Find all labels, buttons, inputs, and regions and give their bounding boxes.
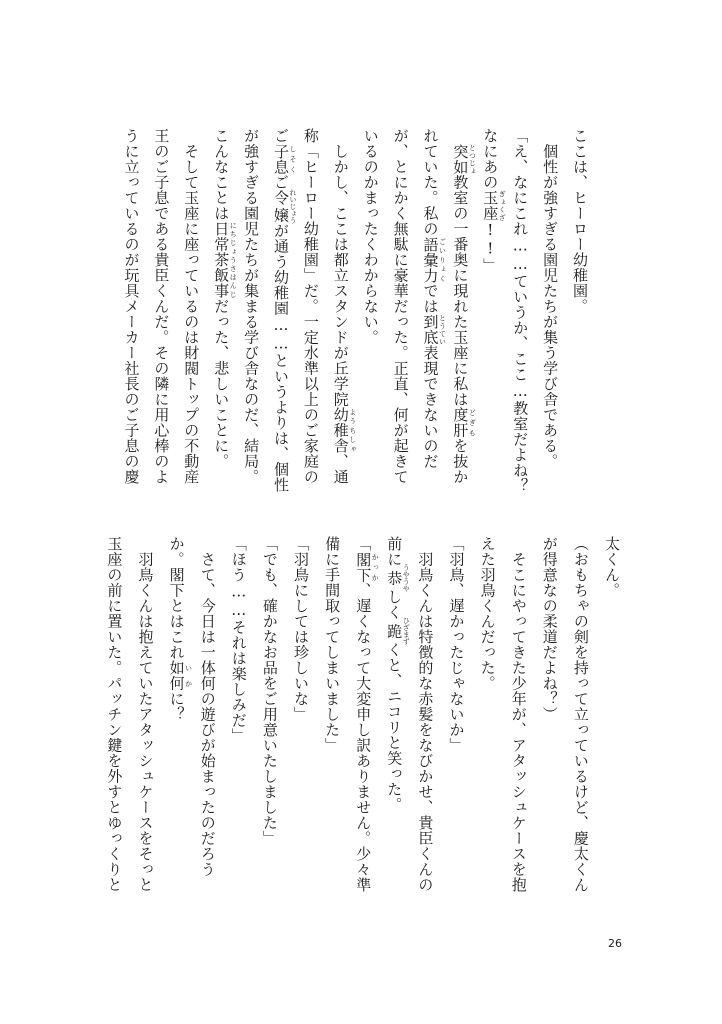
text-segment: なにあの xyxy=(481,128,500,190)
text-segment: うに立っているのが玩具メーカー社長のご子息の慶 xyxy=(122,128,141,485)
text-line xyxy=(481,128,506,274)
ruby-base: 跪 xyxy=(385,617,404,645)
text-line xyxy=(212,128,237,469)
ruby-word xyxy=(354,551,380,583)
text-segment: えた羽鳥くんだった。 xyxy=(478,536,497,691)
ruby-base: 語彙力 xyxy=(421,236,440,283)
text-segment: だった、悲しいことに。 xyxy=(212,298,231,469)
text-segment: 教室の一番奥に現れた玉座に私は xyxy=(451,174,470,407)
text-line xyxy=(451,128,476,485)
text-line xyxy=(479,536,497,691)
text-segment: に？ xyxy=(167,691,186,722)
text-segment: ご xyxy=(272,174,290,190)
ruby-word xyxy=(385,564,411,592)
text-segment: 「でも、確かなお品をご用意いたしました」 xyxy=(260,536,279,846)
text-line xyxy=(323,536,341,753)
text-line xyxy=(571,128,589,314)
text-segment: 王のご子息である貴臣くんだ。その隣に用心棒のよ xyxy=(152,128,171,485)
ruby-base: 度肝 xyxy=(451,407,470,438)
text-line xyxy=(603,536,621,598)
text-segment: ご xyxy=(272,128,290,144)
text-segment: 「ほう……それは楽しみだ」 xyxy=(229,536,248,744)
ruby-reading: いか xyxy=(184,660,193,691)
text-segment: くと、ニコリと笑った。 xyxy=(385,642,404,813)
text-segment: が得意なの柔道だよね？） xyxy=(540,536,559,722)
text-segment: れていた。私の xyxy=(421,128,440,237)
text-segment: が通う幼稚園……というよりは、個性 xyxy=(272,223,290,493)
text-segment: 、通 xyxy=(331,453,350,485)
ruby-base: 日常茶飯事 xyxy=(212,221,231,299)
text-line xyxy=(541,536,559,722)
text-segment: 太くん。 xyxy=(603,536,621,598)
text-segment: が強すぎる園児たちが集まる学び舎なのだ、結局。 xyxy=(242,128,261,485)
text-line xyxy=(541,128,559,469)
text-segment: 羽鳥くんは抱えていたアタッシュケースをそっと xyxy=(136,536,155,893)
ruby-base: 令嬢 xyxy=(272,189,290,224)
text-segment: 、遅くなって大変申し訳ありません。少々準 xyxy=(354,582,373,893)
text-line xyxy=(182,128,200,485)
text-line xyxy=(199,536,217,877)
text-segment: 表現できないのだ xyxy=(421,345,440,469)
text-line xyxy=(242,128,260,485)
ruby-reading: しそく xyxy=(289,143,297,175)
text-segment: 「羽鳥、遅かったじゃないか」 xyxy=(447,536,466,753)
page-number: 26 xyxy=(608,937,622,950)
ruby-base: 幼稚舎 xyxy=(331,407,350,454)
text-line xyxy=(332,128,357,485)
ruby-base: 子息 xyxy=(272,143,290,175)
ruby-word xyxy=(451,143,477,175)
ruby-reading: うやうや xyxy=(402,564,411,592)
text-segment: （おもちゃの剣を持って立っているけど、慶太くん xyxy=(571,536,590,893)
text-line xyxy=(354,536,379,893)
text-segment: 個性が強すぎる園児たちが集う学び舎である。 xyxy=(541,128,560,469)
text-segment: さて、今日は一体何の遊びが始まったのだろう xyxy=(198,536,217,877)
ruby-base: 閣下 xyxy=(354,551,373,583)
text-segment: そこにやってきた少年が、アタッシュケースを抱 xyxy=(509,536,528,893)
text-line xyxy=(392,128,410,485)
text-line xyxy=(511,128,529,494)
ruby-reading: ようちしゃ xyxy=(348,407,357,454)
text-segment: ここは、ヒーロー幼稚園。 xyxy=(571,128,589,314)
ruby-word xyxy=(331,407,357,454)
text-segment: こんなことは xyxy=(212,128,231,221)
text-line xyxy=(385,536,410,813)
ruby-word xyxy=(272,143,297,175)
ruby-word xyxy=(212,221,238,299)
ruby-reading: ぎょくざ xyxy=(498,190,507,221)
ruby-word xyxy=(385,617,411,645)
ruby-reading: とつじょ xyxy=(468,143,477,175)
text-line xyxy=(137,536,155,893)
ruby-reading: にちじょうさはんじ xyxy=(229,221,238,299)
ruby-word xyxy=(167,660,193,691)
text-line xyxy=(152,128,170,485)
text-segment: 羽鳥くんは特徴的な赤髪をなびかせ、貴臣くんの xyxy=(416,536,435,893)
ruby-word xyxy=(451,407,477,438)
text-segment: では xyxy=(421,283,440,314)
text-segment: 「 xyxy=(354,536,373,552)
text-segment xyxy=(451,128,469,144)
text-line xyxy=(362,128,380,345)
ruby-word xyxy=(421,236,447,284)
text-line xyxy=(230,536,248,744)
text-line xyxy=(105,536,123,893)
text-segment: が、とにかく無駄に豪華だった。正直、何が起きて xyxy=(391,128,410,485)
text-line xyxy=(168,536,193,722)
ruby-reading: かっか xyxy=(371,551,380,583)
text-segment: そして玉座に座っているのは財閥トップの不動産 xyxy=(182,128,201,485)
text-segment: 玉座の前に置いた。パッチン鍵を外すとゆっくりと xyxy=(105,536,124,893)
ruby-base: 突如 xyxy=(451,143,470,175)
text-segment: 前に xyxy=(385,536,404,567)
ruby-reading: とうてい xyxy=(438,314,447,345)
ruby-word xyxy=(481,190,507,221)
text-line xyxy=(510,536,528,893)
text-segment: 「羽鳥にしては珍しいな」 xyxy=(292,536,310,722)
text-segment: 「え、なにこれ……ていうか、ここ…教室だよね？ xyxy=(511,128,530,494)
text-segment: いるのかまったくわからない。 xyxy=(361,128,380,345)
text-segment: しく xyxy=(385,589,404,620)
text-segment: 備に手間取ってしまいました」 xyxy=(323,536,342,753)
text-line xyxy=(272,128,297,493)
text-line xyxy=(572,536,590,893)
text-segment: 称「ヒーロー幼稚園」だ。一定水準以上のご家庭の xyxy=(301,128,320,485)
text-line xyxy=(261,536,279,846)
ruby-reading: ごいりょく xyxy=(438,236,447,283)
ruby-word xyxy=(421,314,447,345)
ruby-reading: どぎも xyxy=(468,407,477,438)
text-line xyxy=(422,128,447,469)
text-segment: しかし、ここは都立スタンドが丘学院 xyxy=(331,128,350,407)
ruby-base: 恭 xyxy=(385,564,404,592)
text-segment: か。閣下とはこれ xyxy=(167,536,186,660)
ruby-base: 到底 xyxy=(421,314,440,345)
ruby-word xyxy=(272,189,297,224)
text-line xyxy=(123,128,141,485)
text-line xyxy=(448,536,466,753)
text-segment: を抜か xyxy=(451,438,470,485)
text-line xyxy=(302,128,320,485)
text-segment: !!」 xyxy=(481,221,500,274)
ruby-reading: れいじょう xyxy=(289,189,297,224)
text-line xyxy=(292,536,310,722)
ruby-base: 玉座 xyxy=(481,190,500,221)
text-line xyxy=(416,536,434,893)
ruby-base: 如何 xyxy=(167,660,186,691)
ruby-reading: ひざまず xyxy=(402,617,411,645)
